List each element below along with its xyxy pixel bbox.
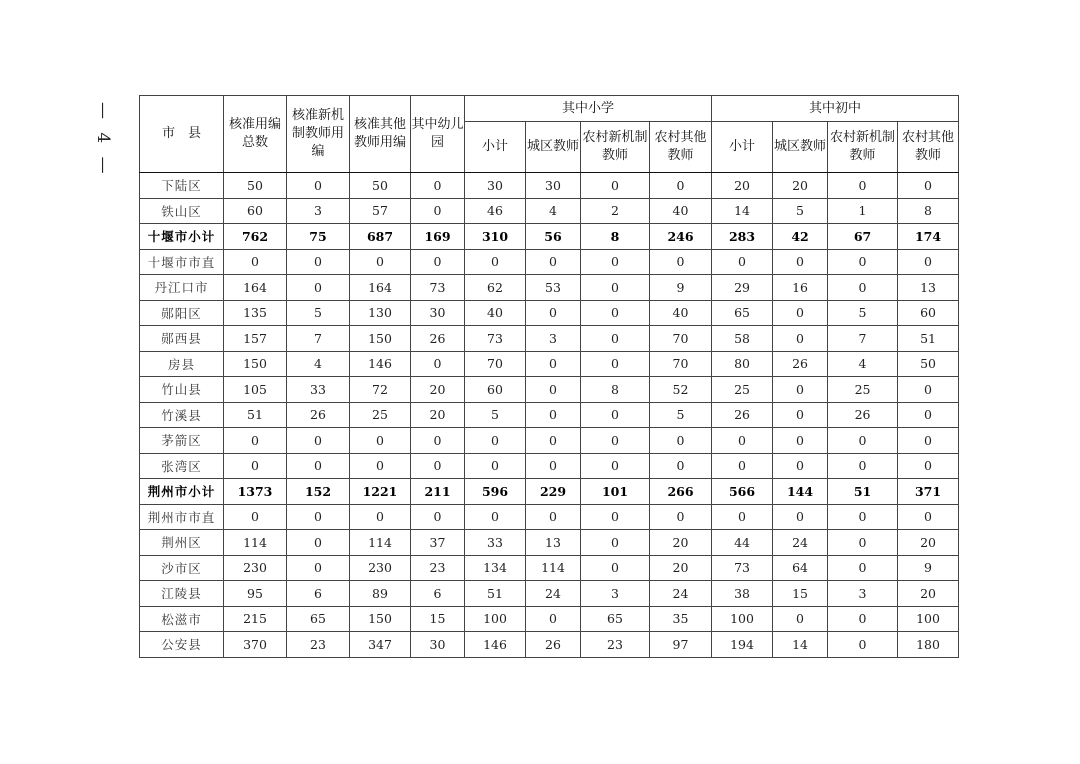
table-cell: 64: [773, 555, 828, 581]
table-cell: 29: [712, 275, 773, 301]
header-primary-rural-other: 农村其他教师: [650, 122, 712, 173]
table-cell: 46: [465, 198, 526, 224]
table-cell: 1: [828, 198, 898, 224]
table-cell: 146: [350, 351, 411, 377]
table-cell: 215: [224, 606, 287, 632]
header-approved-total: 核准用编总数: [224, 96, 287, 173]
table-cell: 13: [898, 275, 959, 301]
table-cell: 0: [287, 555, 350, 581]
row-name: 荆州市市直: [140, 504, 224, 530]
table-cell: 0: [526, 377, 581, 403]
table-cell: 0: [773, 606, 828, 632]
header-middle-group: 其中初中: [712, 96, 959, 122]
table-row: [140, 173, 959, 199]
header-approved-other: 核准其他教师用编: [350, 96, 411, 173]
table-cell: 0: [898, 377, 959, 403]
table-cell: 0: [526, 249, 581, 275]
table-row: [140, 326, 959, 352]
table-cell: 65: [712, 300, 773, 326]
table-cell: 4: [526, 198, 581, 224]
row-name: 竹山县: [140, 377, 224, 403]
table-cell: 0: [581, 453, 650, 479]
table-cell: 266: [650, 479, 712, 505]
table-cell: 0: [773, 402, 828, 428]
table-cell: 144: [773, 479, 828, 505]
table-cell: 0: [350, 453, 411, 479]
table-row: [140, 249, 959, 275]
table-cell: 230: [350, 555, 411, 581]
table-row: [140, 555, 959, 581]
table-cell: 51: [224, 402, 287, 428]
row-name: 荆州区: [140, 530, 224, 556]
table-cell: 0: [581, 428, 650, 454]
table-row: [140, 351, 959, 377]
table-cell: 0: [411, 249, 465, 275]
table-cell: 20: [411, 402, 465, 428]
table-cell: 0: [581, 402, 650, 428]
header-kindergarten: 其中幼儿园: [411, 96, 465, 173]
table-cell: 26: [712, 402, 773, 428]
table-cell: 0: [526, 402, 581, 428]
table-cell: 0: [828, 249, 898, 275]
table-cell: 5: [465, 402, 526, 428]
table-cell: 0: [828, 555, 898, 581]
row-name: 铁山区: [140, 198, 224, 224]
table-cell: 26: [287, 402, 350, 428]
table-cell: 1373: [224, 479, 287, 505]
table-cell: 56: [526, 224, 581, 250]
table-cell: 51: [898, 326, 959, 352]
table-cell: 0: [712, 428, 773, 454]
table-cell: 0: [224, 504, 287, 530]
table-cell: 0: [828, 632, 898, 658]
header-middle-urban: 城区教师: [773, 122, 828, 173]
table-cell: 0: [411, 504, 465, 530]
table-cell: 0: [898, 402, 959, 428]
table-cell: 7: [828, 326, 898, 352]
header-primary-group: 其中小学: [465, 96, 712, 122]
row-name: 公安县: [140, 632, 224, 658]
table-cell: 9: [650, 275, 712, 301]
table-header: [140, 96, 959, 173]
table-cell: 70: [650, 326, 712, 352]
table-cell: 16: [773, 275, 828, 301]
table-cell: 130: [350, 300, 411, 326]
table-cell: 146: [465, 632, 526, 658]
table-cell: 57: [350, 198, 411, 224]
table-cell: 0: [898, 504, 959, 530]
table-cell: 23: [411, 555, 465, 581]
table-cell: 134: [465, 555, 526, 581]
table-cell: 0: [350, 428, 411, 454]
table-cell: 60: [224, 198, 287, 224]
table-cell: 60: [465, 377, 526, 403]
row-name: 江陵县: [140, 581, 224, 607]
table-cell: 0: [526, 300, 581, 326]
table-cell: 30: [411, 300, 465, 326]
table-row: [140, 530, 959, 556]
table-cell: 62: [465, 275, 526, 301]
table-cell: 211: [411, 479, 465, 505]
table-cell: 229: [526, 479, 581, 505]
table-cell: 0: [773, 428, 828, 454]
table-cell: 0: [465, 428, 526, 454]
table-cell: 26: [773, 351, 828, 377]
table-cell: 26: [828, 402, 898, 428]
table-cell: 596: [465, 479, 526, 505]
table-cell: 42: [773, 224, 828, 250]
table-cell: 0: [828, 606, 898, 632]
header-middle-rural-new: 农村新机制教师: [828, 122, 898, 173]
table-cell: 60: [898, 300, 959, 326]
table-cell: 26: [411, 326, 465, 352]
table-body: [140, 173, 959, 658]
table-cell: 0: [581, 504, 650, 530]
table-cell: 23: [287, 632, 350, 658]
table-cell: 50: [350, 173, 411, 199]
table-cell: 7: [287, 326, 350, 352]
row-name: 张湾区: [140, 453, 224, 479]
table-cell: 0: [581, 326, 650, 352]
table-cell: 25: [712, 377, 773, 403]
table-cell: 0: [411, 173, 465, 199]
table-cell: 33: [465, 530, 526, 556]
table-cell: 100: [712, 606, 773, 632]
table-cell: 30: [411, 632, 465, 658]
table-cell: 0: [581, 300, 650, 326]
table-cell: 0: [526, 606, 581, 632]
header-middle-subtotal: 小计: [712, 122, 773, 173]
table-cell: 97: [650, 632, 712, 658]
table-cell: 0: [581, 275, 650, 301]
header-middle-rural-other: 农村其他教师: [898, 122, 959, 173]
table-cell: 150: [350, 606, 411, 632]
table-cell: 5: [287, 300, 350, 326]
table-cell: 20: [773, 173, 828, 199]
row-name: 郧阳区: [140, 300, 224, 326]
table-cell: 24: [650, 581, 712, 607]
table-cell: 65: [581, 606, 650, 632]
table-cell: 0: [287, 453, 350, 479]
table-cell: 246: [650, 224, 712, 250]
table-cell: 13: [526, 530, 581, 556]
table-cell: 370: [224, 632, 287, 658]
table-cell: 53: [526, 275, 581, 301]
table-cell: 0: [287, 504, 350, 530]
table-cell: 0: [581, 530, 650, 556]
table-cell: 230: [224, 555, 287, 581]
table-cell: 50: [898, 351, 959, 377]
table-cell: 0: [581, 351, 650, 377]
table-cell: 72: [350, 377, 411, 403]
table-cell: 174: [898, 224, 959, 250]
table-cell: 347: [350, 632, 411, 658]
table-cell: 3: [287, 198, 350, 224]
header-approved-new-mech: 核准新机制教师用编: [287, 96, 350, 173]
table-cell: 0: [898, 453, 959, 479]
subtotal-row: [140, 479, 959, 505]
table-cell: 20: [411, 377, 465, 403]
table-cell: 0: [581, 249, 650, 275]
table-row: [140, 632, 959, 658]
table-cell: 0: [581, 173, 650, 199]
row-name: 郧西县: [140, 326, 224, 352]
table-cell: 70: [465, 351, 526, 377]
table-cell: 1221: [350, 479, 411, 505]
table-cell: 762: [224, 224, 287, 250]
table-cell: 40: [650, 198, 712, 224]
table-cell: 0: [287, 428, 350, 454]
table-row: [140, 428, 959, 454]
table-cell: 566: [712, 479, 773, 505]
table-cell: 51: [828, 479, 898, 505]
table-cell: 30: [526, 173, 581, 199]
table-cell: 0: [773, 300, 828, 326]
table-cell: 15: [411, 606, 465, 632]
teacher-quota-table: [139, 95, 959, 658]
table-cell: 150: [224, 351, 287, 377]
table-cell: 73: [712, 555, 773, 581]
table-cell: 95: [224, 581, 287, 607]
table-cell: 0: [526, 453, 581, 479]
table-cell: 44: [712, 530, 773, 556]
table-cell: 371: [898, 479, 959, 505]
table-cell: 14: [773, 632, 828, 658]
table-cell: 0: [411, 453, 465, 479]
table-cell: 0: [465, 453, 526, 479]
table-cell: 0: [712, 453, 773, 479]
table-cell: 5: [773, 198, 828, 224]
table-cell: 38: [712, 581, 773, 607]
table-cell: 0: [898, 173, 959, 199]
table-row: [140, 606, 959, 632]
table-cell: 0: [773, 504, 828, 530]
table-cell: 0: [411, 428, 465, 454]
table-cell: 180: [898, 632, 959, 658]
header-primary-subtotal: 小计: [465, 122, 526, 173]
table-cell: 164: [350, 275, 411, 301]
header-city: 市 县: [140, 96, 224, 173]
table-cell: 0: [526, 428, 581, 454]
table-row: [140, 300, 959, 326]
table-cell: 100: [465, 606, 526, 632]
table-cell: 114: [350, 530, 411, 556]
table-cell: 24: [526, 581, 581, 607]
table-cell: 89: [350, 581, 411, 607]
table-cell: 25: [350, 402, 411, 428]
table-cell: 283: [712, 224, 773, 250]
table-cell: 0: [650, 504, 712, 530]
table-cell: 51: [465, 581, 526, 607]
table-cell: 0: [898, 428, 959, 454]
table-cell: 0: [828, 275, 898, 301]
table-cell: 37: [411, 530, 465, 556]
table-cell: 20: [650, 530, 712, 556]
row-name: 十堰市小计: [140, 224, 224, 250]
table-cell: 23: [581, 632, 650, 658]
table-row: [140, 275, 959, 301]
table-row: [140, 453, 959, 479]
table-cell: 9: [898, 555, 959, 581]
table-cell: 0: [224, 428, 287, 454]
table-cell: 6: [411, 581, 465, 607]
table-cell: 35: [650, 606, 712, 632]
table-cell: 15: [773, 581, 828, 607]
table-cell: 164: [224, 275, 287, 301]
table-cell: 8: [581, 224, 650, 250]
table-cell: 73: [465, 326, 526, 352]
table-cell: 0: [828, 530, 898, 556]
table-cell: 0: [828, 453, 898, 479]
row-name: 竹溪县: [140, 402, 224, 428]
table-cell: 0: [224, 453, 287, 479]
table-row: [140, 198, 959, 224]
table-cell: 0: [287, 530, 350, 556]
table-cell: 0: [650, 453, 712, 479]
table-cell: 4: [828, 351, 898, 377]
table-cell: 73: [411, 275, 465, 301]
row-name: 沙市区: [140, 555, 224, 581]
table-cell: 26: [526, 632, 581, 658]
table-cell: 0: [287, 249, 350, 275]
table-cell: 65: [287, 606, 350, 632]
table-cell: 0: [712, 249, 773, 275]
table-cell: 0: [465, 504, 526, 530]
row-name: 松滋市: [140, 606, 224, 632]
row-name: 下陆区: [140, 173, 224, 199]
table-cell: 0: [350, 249, 411, 275]
table-cell: 20: [898, 530, 959, 556]
table-cell: 157: [224, 326, 287, 352]
table-cell: 0: [224, 249, 287, 275]
table-cell: 5: [828, 300, 898, 326]
table-cell: 0: [411, 198, 465, 224]
table-cell: 4: [287, 351, 350, 377]
table-cell: 2: [581, 198, 650, 224]
table-cell: 80: [712, 351, 773, 377]
table-cell: 33: [287, 377, 350, 403]
table-cell: 0: [773, 377, 828, 403]
row-name: 十堰市市直: [140, 249, 224, 275]
row-name: 房县: [140, 351, 224, 377]
table-cell: 0: [287, 173, 350, 199]
table-cell: 67: [828, 224, 898, 250]
table-cell: 20: [712, 173, 773, 199]
table-cell: 0: [712, 504, 773, 530]
table-cell: 8: [581, 377, 650, 403]
table-cell: 194: [712, 632, 773, 658]
table-cell: 0: [650, 428, 712, 454]
table-cell: 6: [287, 581, 350, 607]
table-row: [140, 377, 959, 403]
table-cell: 150: [350, 326, 411, 352]
table-cell: 114: [526, 555, 581, 581]
subtotal-row: [140, 224, 959, 250]
header-primary-urban: 城区教师: [526, 122, 581, 173]
table-cell: 114: [224, 530, 287, 556]
table-cell: 8: [898, 198, 959, 224]
table-cell: 101: [581, 479, 650, 505]
table-cell: 135: [224, 300, 287, 326]
table-cell: 100: [898, 606, 959, 632]
table-cell: 25: [828, 377, 898, 403]
table-cell: 52: [650, 377, 712, 403]
table-cell: 169: [411, 224, 465, 250]
table-row: [140, 581, 959, 607]
table-cell: 50: [224, 173, 287, 199]
table-row: [140, 504, 959, 530]
table-cell: 0: [526, 351, 581, 377]
table-row: [140, 402, 959, 428]
table-cell: 0: [828, 504, 898, 530]
header-primary-rural-new: 农村新机制教师: [581, 122, 650, 173]
table-cell: 0: [350, 504, 411, 530]
table-cell: 0: [828, 428, 898, 454]
table-cell: 3: [526, 326, 581, 352]
table-cell: 0: [650, 173, 712, 199]
table-cell: 40: [650, 300, 712, 326]
table-cell: 14: [712, 198, 773, 224]
table-cell: 0: [773, 249, 828, 275]
table-cell: 3: [581, 581, 650, 607]
table-cell: 0: [465, 249, 526, 275]
table-cell: 0: [287, 275, 350, 301]
table-cell: 20: [650, 555, 712, 581]
table-cell: 0: [411, 351, 465, 377]
row-name: 茅箭区: [140, 428, 224, 454]
row-name: 丹江口市: [140, 275, 224, 301]
table-cell: 40: [465, 300, 526, 326]
table-cell: 70: [650, 351, 712, 377]
table-cell: 20: [898, 581, 959, 607]
table-cell: 0: [773, 453, 828, 479]
table-cell: 24: [773, 530, 828, 556]
table-cell: 152: [287, 479, 350, 505]
table-cell: 0: [526, 504, 581, 530]
table-cell: 58: [712, 326, 773, 352]
table-cell: 3: [828, 581, 898, 607]
table-cell: 0: [581, 555, 650, 581]
table-cell: 105: [224, 377, 287, 403]
table-cell: 0: [773, 326, 828, 352]
table-cell: 0: [650, 249, 712, 275]
table-cell: 687: [350, 224, 411, 250]
table-cell: 310: [465, 224, 526, 250]
page-number: — 4 —: [93, 102, 113, 178]
table-cell: 0: [898, 249, 959, 275]
table-cell: 30: [465, 173, 526, 199]
table-cell: 0: [828, 173, 898, 199]
row-name: 荆州市小计: [140, 479, 224, 505]
table-cell: 5: [650, 402, 712, 428]
table-cell: 75: [287, 224, 350, 250]
